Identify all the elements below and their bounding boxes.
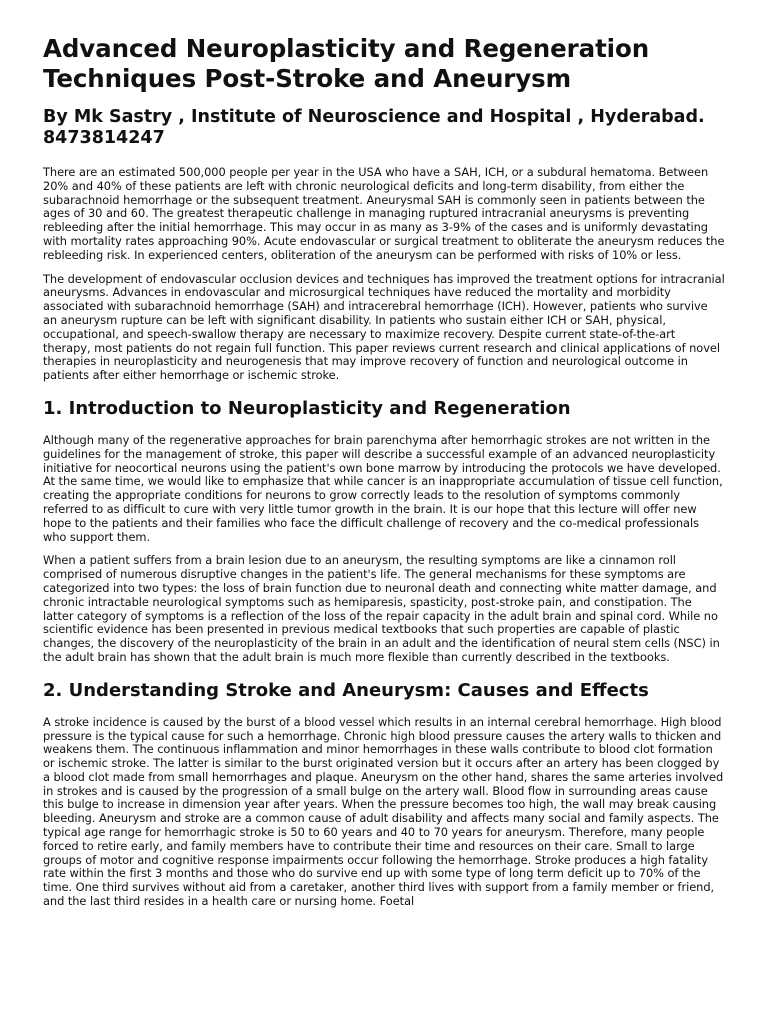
intro-paragraph: There are an estimated 500,000 people per year in the USA who have a SAH, ICH, or a subdural hematoma. Between 20% and 40% of these patients are left with chronic neurological deficits and long-term disability, from either the subarachnoid hemorrhage or the subsequent treatment. Aneurysmal SAH is commonly seen in patients between the ages of 30 and 60. The greatest therapeutic challenge in managing ruptured intracranial aneurysms is preventing rebleeding after the initial hemorrhage. This may occur in as many as 3-9% of the cases and is uniformly devastating with mortality rates approaching 90%. Acute endovascular or surgical treatment to obliterate the aneurysm reduces the rebleeding risk. In experienced centers, obliteration of the aneurysm can be performed with risks of 10% or less. <box>43 165 725 262</box>
intro-paragraph: The development of endovascular occlusion devices and techniques has improved the treatment options for intracranial aneurysms. Advances in endovascular and microsurgical techniques have reduced the mortality and morbidity associated with subarachnoid hemorrhage (SAH) and intracerebral hemorrhage (ICH). However, patients who survive an aneurysm rupture can be left with significant disability. In patients who sustain either ICH or SAH, physical, occupational, and speech-swallow therapy are necessary to maximize recovery. Despite current state-of-the-art therapy, most patients do not regain full function. This paper reviews current research and clinical applications of novel therapies in neuroplasticity and neurogenesis that may improve recovery of function and neurological outcome in patients after either hemorrhage or ischemic stroke. <box>43 271 725 383</box>
author-byline: By Mk Sastry , Institute of Neuroscience and Hospital , Hyderabad. 8473814247 <box>43 107 705 148</box>
section-heading-stroke-aneurysm: 2. Understanding Stroke and Aneurysm: Causes and Effects <box>43 679 649 701</box>
section-heading-introduction: 1. Introduction to Neuroplasticity and Regeneration <box>43 397 571 419</box>
section-paragraph: A stroke incidence is caused by the burst of a blood vessel which results in an internal cerebral hemorrhage. High blood pressure is the typical cause for such a hemorrhage. Chronic high blood pressure causes the artery walls to thicken and weakens them. The continuous inflammation and minor hemorrhages in these walls contribute to blood clot formation or ischemic stroke. The latter is similar to the burst originated version but it occurs after an artery has been clogged by a blood clot made from small hemorrhages and plaque. Aneurysm on the other hand, shares the same arteries involved in strokes and is caused by the progression of a small bulge on the artery wall. Blood flow in surrounding areas cause this bulge to increase in dimension year after years. When the pressure becomes too high, the wall may break causing bleeding. Aneurysm and stroke are a common cause of adult disability and affects many social and family aspects. The typical age range for hemorrhagic stroke is 50 to 60 years and 40 to 70 years for aneurysm. Therefore, many people forced to retire early, and family members have to contribute their time and resources on their care. Small to large groups of motor and cognitive response impairments occur following the hemorrhage. Stroke produces a high fatality rate within the first 3 months and those who do survive end up with some type of long term deficit up to 70% of the time. One third survives without aid from a caretaker, another third lives with support from a family member or friend, and the last third resides in a health care or nursing home. Foetal <box>43 714 724 909</box>
document-page <box>43 34 725 909</box>
section-paragraph: When a patient suffers from a brain lesion due to an aneurysm, the resulting symptoms are like a cinnamon roll comprised of numerous disruptive changes in the patient's life. The general mechanisms for these symptoms are categorized into two types: the loss of brain function due to neuronal death and connecting white matter damage, and chronic intractable neurological symptoms such as hemiparesis, spasticity, post-stroke pain, and constipation. The latter category of symptoms is a reflection of the loss of the repair capacity in the adult brain and spinal cord. While no scientific evidence has been presented in previous medical textbooks that such properties are capable of plastic changes, the discovery of the neuroplasticity of the brain in an adult and the identification of neural stem cells (NSC) in the adult brain has shown that the adult brain is much more flexible than currently described in the textbooks. <box>43 553 720 664</box>
document-title: Advanced Neuroplasticity and Regeneration Techniques Post-Stroke and Aneurysm <box>43 34 650 93</box>
section-paragraph: Although many of the regenerative approaches for brain parenchyma after hemorrhagic strokes are not written in the guidelines for the management of stroke, this paper will describe a successful example of an advanced neuroplasticity initiative for neocortical neurons using the patient's own bone marrow by introducing the protocols we have developed. At the same time, we would like to emphasize that while cancer is an inappropriate accumulation of tissue cell function, creating the appropriate conditions for neurons to grow correctly leads to the resolution of symptoms commonly referred to as difficult to cure with very little tumor growth in the brain. It is our hope that this lecture will offer new hope to the patients and their families who face the difficult challenge of recovery and the co-medical professionals who support them. <box>43 432 723 544</box>
